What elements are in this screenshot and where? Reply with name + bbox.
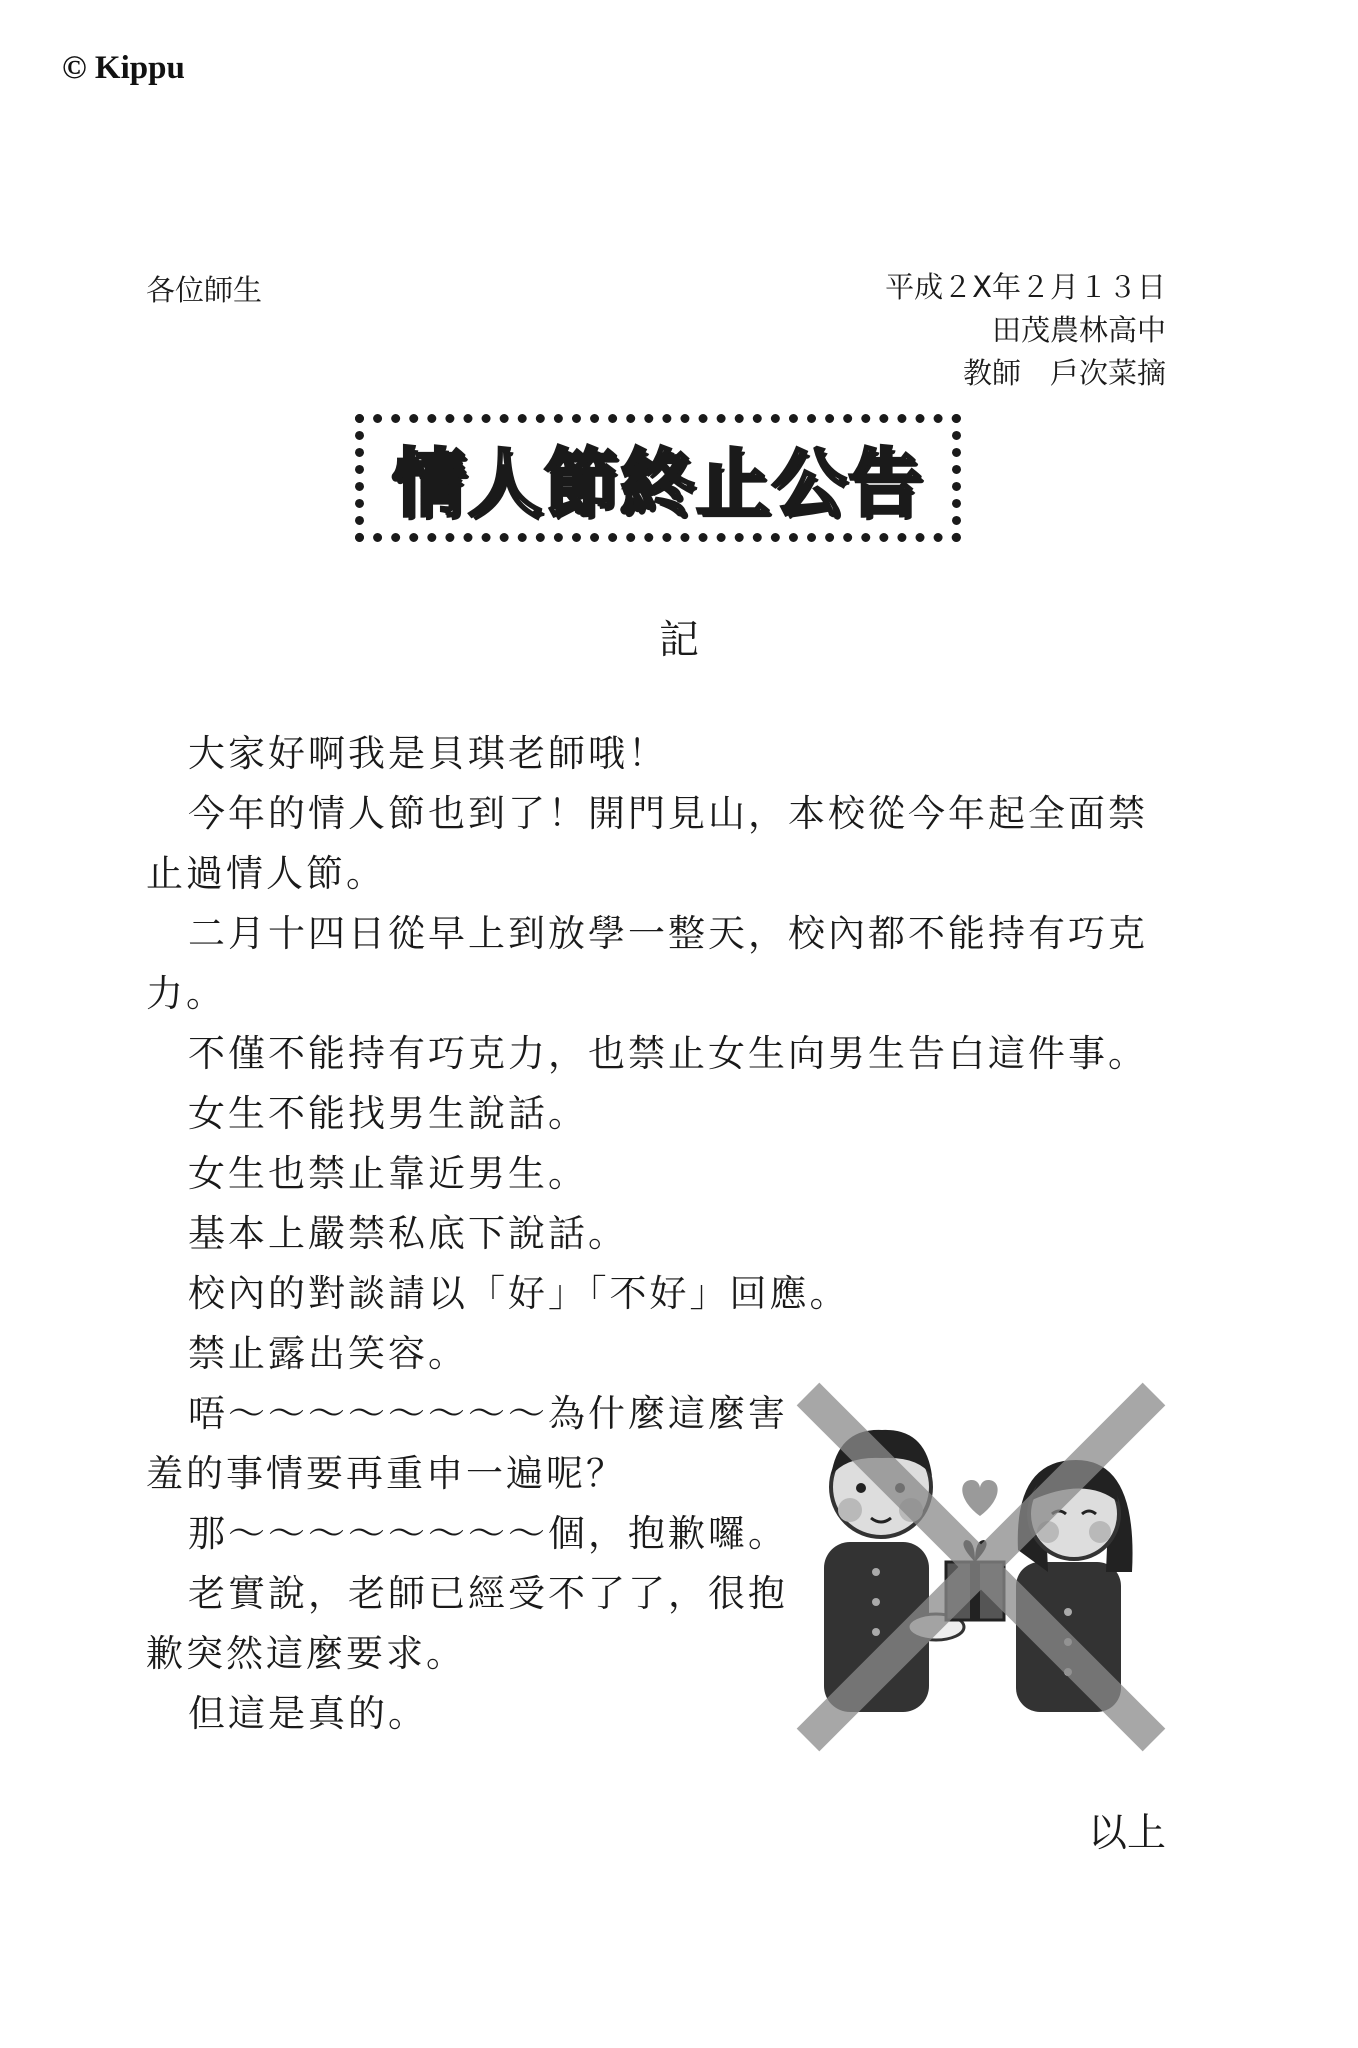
paragraph: 那〜〜〜〜〜〜〜〜個，抱歉囉。: [188, 1512, 788, 1555]
letter-header: [885, 266, 1166, 395]
copyright-notice: © Kippu: [62, 50, 185, 86]
paragraph: 唔〜〜〜〜〜〜〜〜為什麼這麼害羞的事情要再重申一遍呢？: [146, 1392, 788, 1495]
notice-mark: 記: [659, 617, 699, 663]
paragraph: 大家好啊我是貝琪老師哦！: [188, 732, 668, 775]
paragraph: 但這是真的。: [188, 1692, 428, 1735]
title-box: [355, 414, 961, 542]
heart-icon: [962, 1480, 997, 1516]
page-title: 情人節終止公告: [392, 441, 924, 527]
paragraph: 校內的對談請以「好」「不好」回應。: [188, 1272, 850, 1315]
paragraph: 今年的情人節也到了！開門見山，本校從今年起全面禁止過情人節。: [146, 792, 1148, 895]
teacher-name: 教師 戶次菜摘: [962, 356, 1166, 390]
paragraph: 二月十四日從早上到放學一整天，校內都不能持有巧克力。: [146, 912, 1148, 1015]
prohibited-gift-illustration: [786, 1372, 1176, 1762]
paragraph: 女生也禁止靠近男生。: [188, 1152, 588, 1195]
paragraph: 不僅不能持有巧克力，也禁止女生向男生告白這件事。: [188, 1032, 1148, 1075]
paragraph: 基本上嚴禁私底下說話。: [188, 1212, 628, 1255]
paragraph: 女生不能找男生說話。: [188, 1092, 588, 1135]
date: 平成２X年２月１３日: [885, 270, 1166, 304]
recipient: 各位師生: [146, 273, 263, 307]
paragraph: 老實說，老師已經受不了了，很抱歉突然這麼要求。: [146, 1572, 788, 1675]
school-name: 田茂農林高中: [991, 313, 1166, 347]
closing-remark: 以上: [1087, 1811, 1166, 1856]
paragraph: 禁止露出笑容。: [188, 1332, 468, 1375]
